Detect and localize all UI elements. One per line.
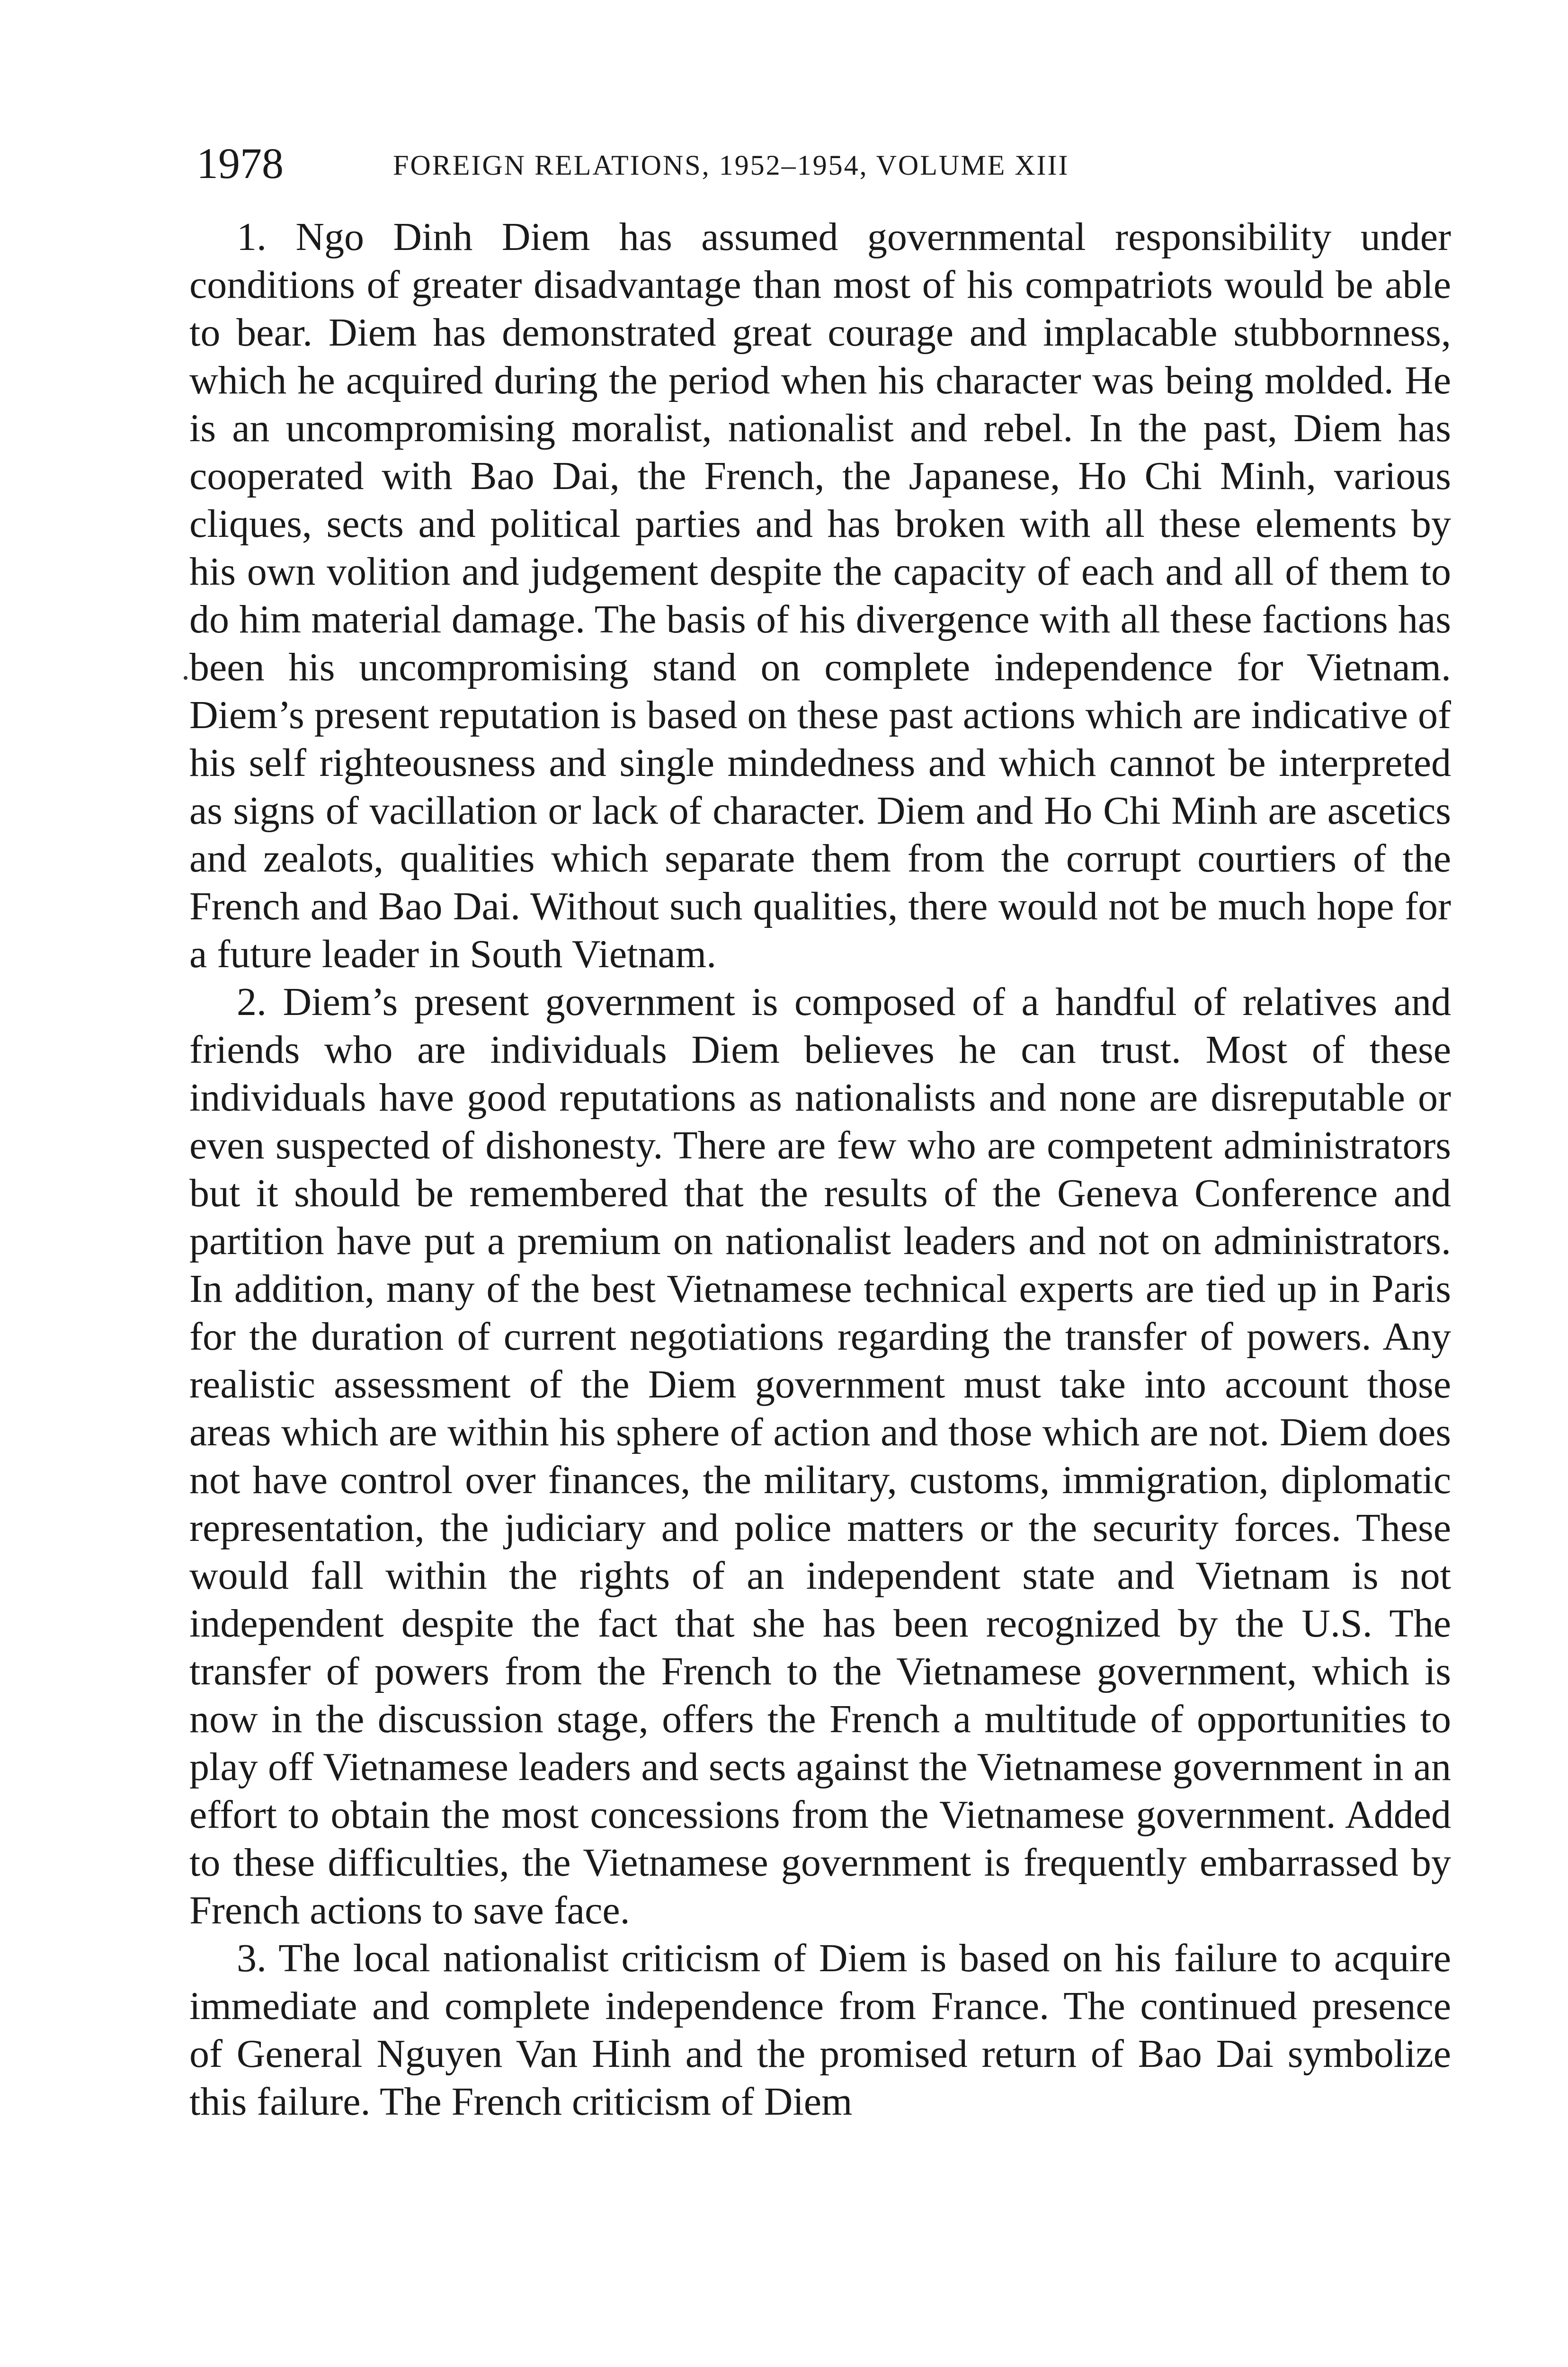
running-head: FOREIGN RELATIONS, 1952–1954, VOLUME XIII bbox=[393, 150, 1069, 181]
page-header bbox=[196, 137, 1456, 189]
paragraph-2: 2. Diem’s present government is composed of a handful of relatives and friends who are individuals Diem believes he can trust. Most of these individuals have good reputations as nationalists and none are disreputable or even suspected of dishonesty. There are few who are competent administrators but it should be remembered that the results of the Geneva Conference and partition have put a premium on nationalist leaders and not on administrators. In addition, many of the best Vietnamese technical experts are tied up in Paris for the duration of current negotiations regarding the transfer of powers. Any realistic assessment of the Diem government must take into account those areas which are within his sphere of action and those which are not. Diem does not have control over finances, the military, customs, immigration, diplomatic representation, the judiciary and police matters or the security forces. These would fall within the rights of an independent state and Vietnam is not independent despite the fact that she has been recognized by the U.S. The transfer of powers from the French to the Vietnamese government, which is now in the discussion stage, offers the French a multitude of opportunities to play off Vietnamese leaders and sects against the Vietnamese government in an effort to obtain the most concessions from the Vietnamese government. Added to these difficulties, the Vietnamese government is frequently embarrassed by French actions to save face. bbox=[189, 980, 1451, 1932]
stray-mark bbox=[184, 676, 187, 680]
paragraph-3: 3. The local nationalist criticism of Diem is based on his failure to acquire immediate and complete independence from France. The continued presence of General Nguyen Van Hinh and the promised return of Bao Dai symbolize this failure. The French criticism of Diem bbox=[189, 1936, 1451, 2124]
body-text bbox=[189, 213, 1451, 2126]
paragraph-1: 1. Ngo Dinh Diem has assumed governmental responsibility under conditions of greater disadvantage than most of his compatriots would be able to bear. Diem has demonstrated great courage and implacable stubbornness, which he acquired during the period when his character was being molded. He is an uncompromising moralist, nationalist and rebel. In the past, Diem has cooperated with Bao Dai, the French, the Japanese, Ho Chi Minh, various cliques, sects and political parties and has broken with all these elements by his own volition and judgement despite the capacity of each and all of them to do him material damage. The basis of his divergence with all these factions has been his uncompromising stand on complete independence for Vietnam. Diem’s present reputation is based on these past actions which are indicative of his self righteousness and single mindedness and which cannot be interpreted as signs of vacillation or lack of character. Diem and Ho Chi Minh are ascetics and zealots, qualities which separate them from the corrupt courtiers of the French and Bao Dai. Without such qualities, there would not be much hope for a future leader in South Vietnam. bbox=[189, 215, 1451, 976]
page-number: 1978 bbox=[196, 139, 284, 187]
